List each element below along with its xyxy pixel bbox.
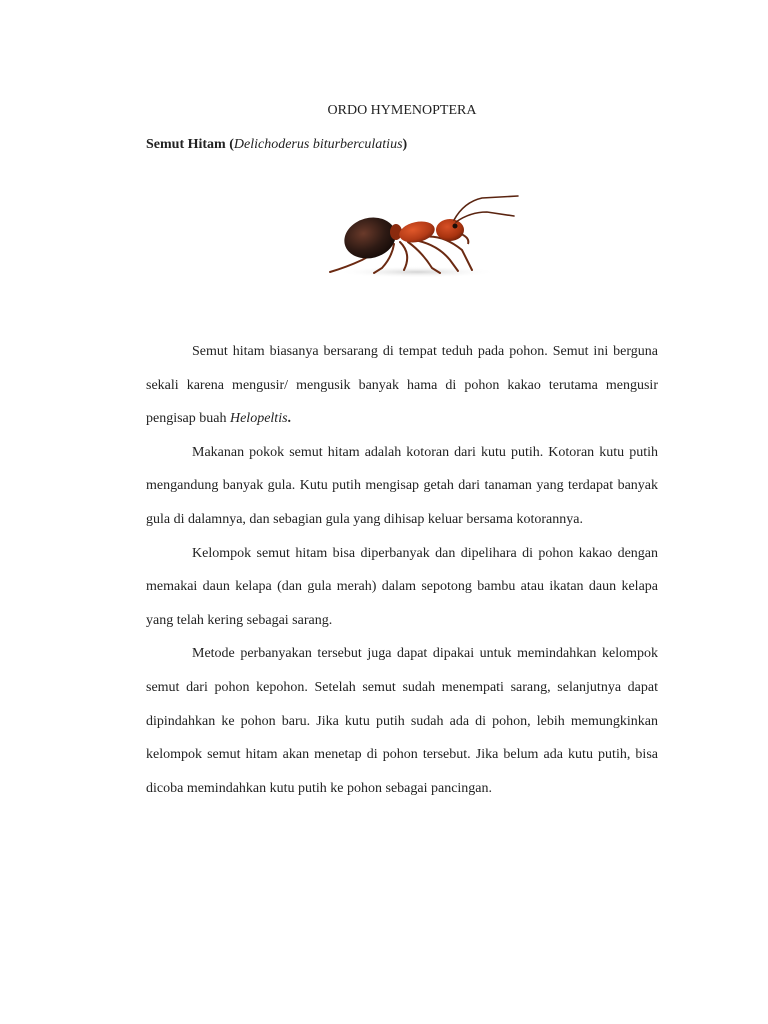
species-scientific-name: Delichoderus biturberculatius — [233, 137, 403, 152]
species-common-name: Semut Hitam — [146, 137, 226, 152]
paragraph-2: Makanan pokok semut hitam adalah kotoran dari kutu putih. Kotoran kutu putih mengandung banyak gula. Kutu putih mengisap getah dari tanaman yang terdapat banyak gula di dalamnya, dan sebagian gula yang dihisap keluar bersama kotorannya. — [146, 444, 658, 527]
species-close-paren: ) — [402, 137, 408, 152]
species-open-paren: ( — [229, 137, 234, 152]
paragraph-1-end: . — [287, 411, 292, 427]
body-text — [146, 335, 658, 805]
species-heading — [146, 137, 407, 153]
paragraph-1-text: Semut hitam biasanya bersarang di tempat teduh pada pohon. Semut ini berguna sekali karena mengusir/ mengusik banyak hama di pohon kakao terutama mengusir pengisap buah — [146, 344, 658, 427]
paragraph-4: Metode perbanyakan tersebut juga dapat dipakai untuk memindahkan kelompok semut dari pohon kepohon. Setelah semut sudah menempati sarang, selanjutnya dapat dipindahkan ke pohon baru. Jika kutu putih sudah ada di pohon, lebih memungkinkan kelompok semut hitam akan menetap di pohon tersebut. Jika belum ada kutu putih, bisa dicoba memindahkan kutu putih ke pohon sebagai pancingan. — [146, 646, 658, 796]
paragraph-1-italic: Helopeltis — [229, 411, 288, 427]
ant-icon — [322, 172, 527, 287]
paragraph-1 — [146, 335, 658, 436]
paragraph-3: Kelompok semut hitam bisa diperbanyak dan dipelihara di pohon kakao dengan memakai daun kelapa (dan gula merah) dalam sepotong bambu atau ikatan daun kelapa yang telah kering sebagai sarang. — [146, 545, 658, 628]
page-title: ORDO HYMENOPTERA — [327, 103, 477, 118]
